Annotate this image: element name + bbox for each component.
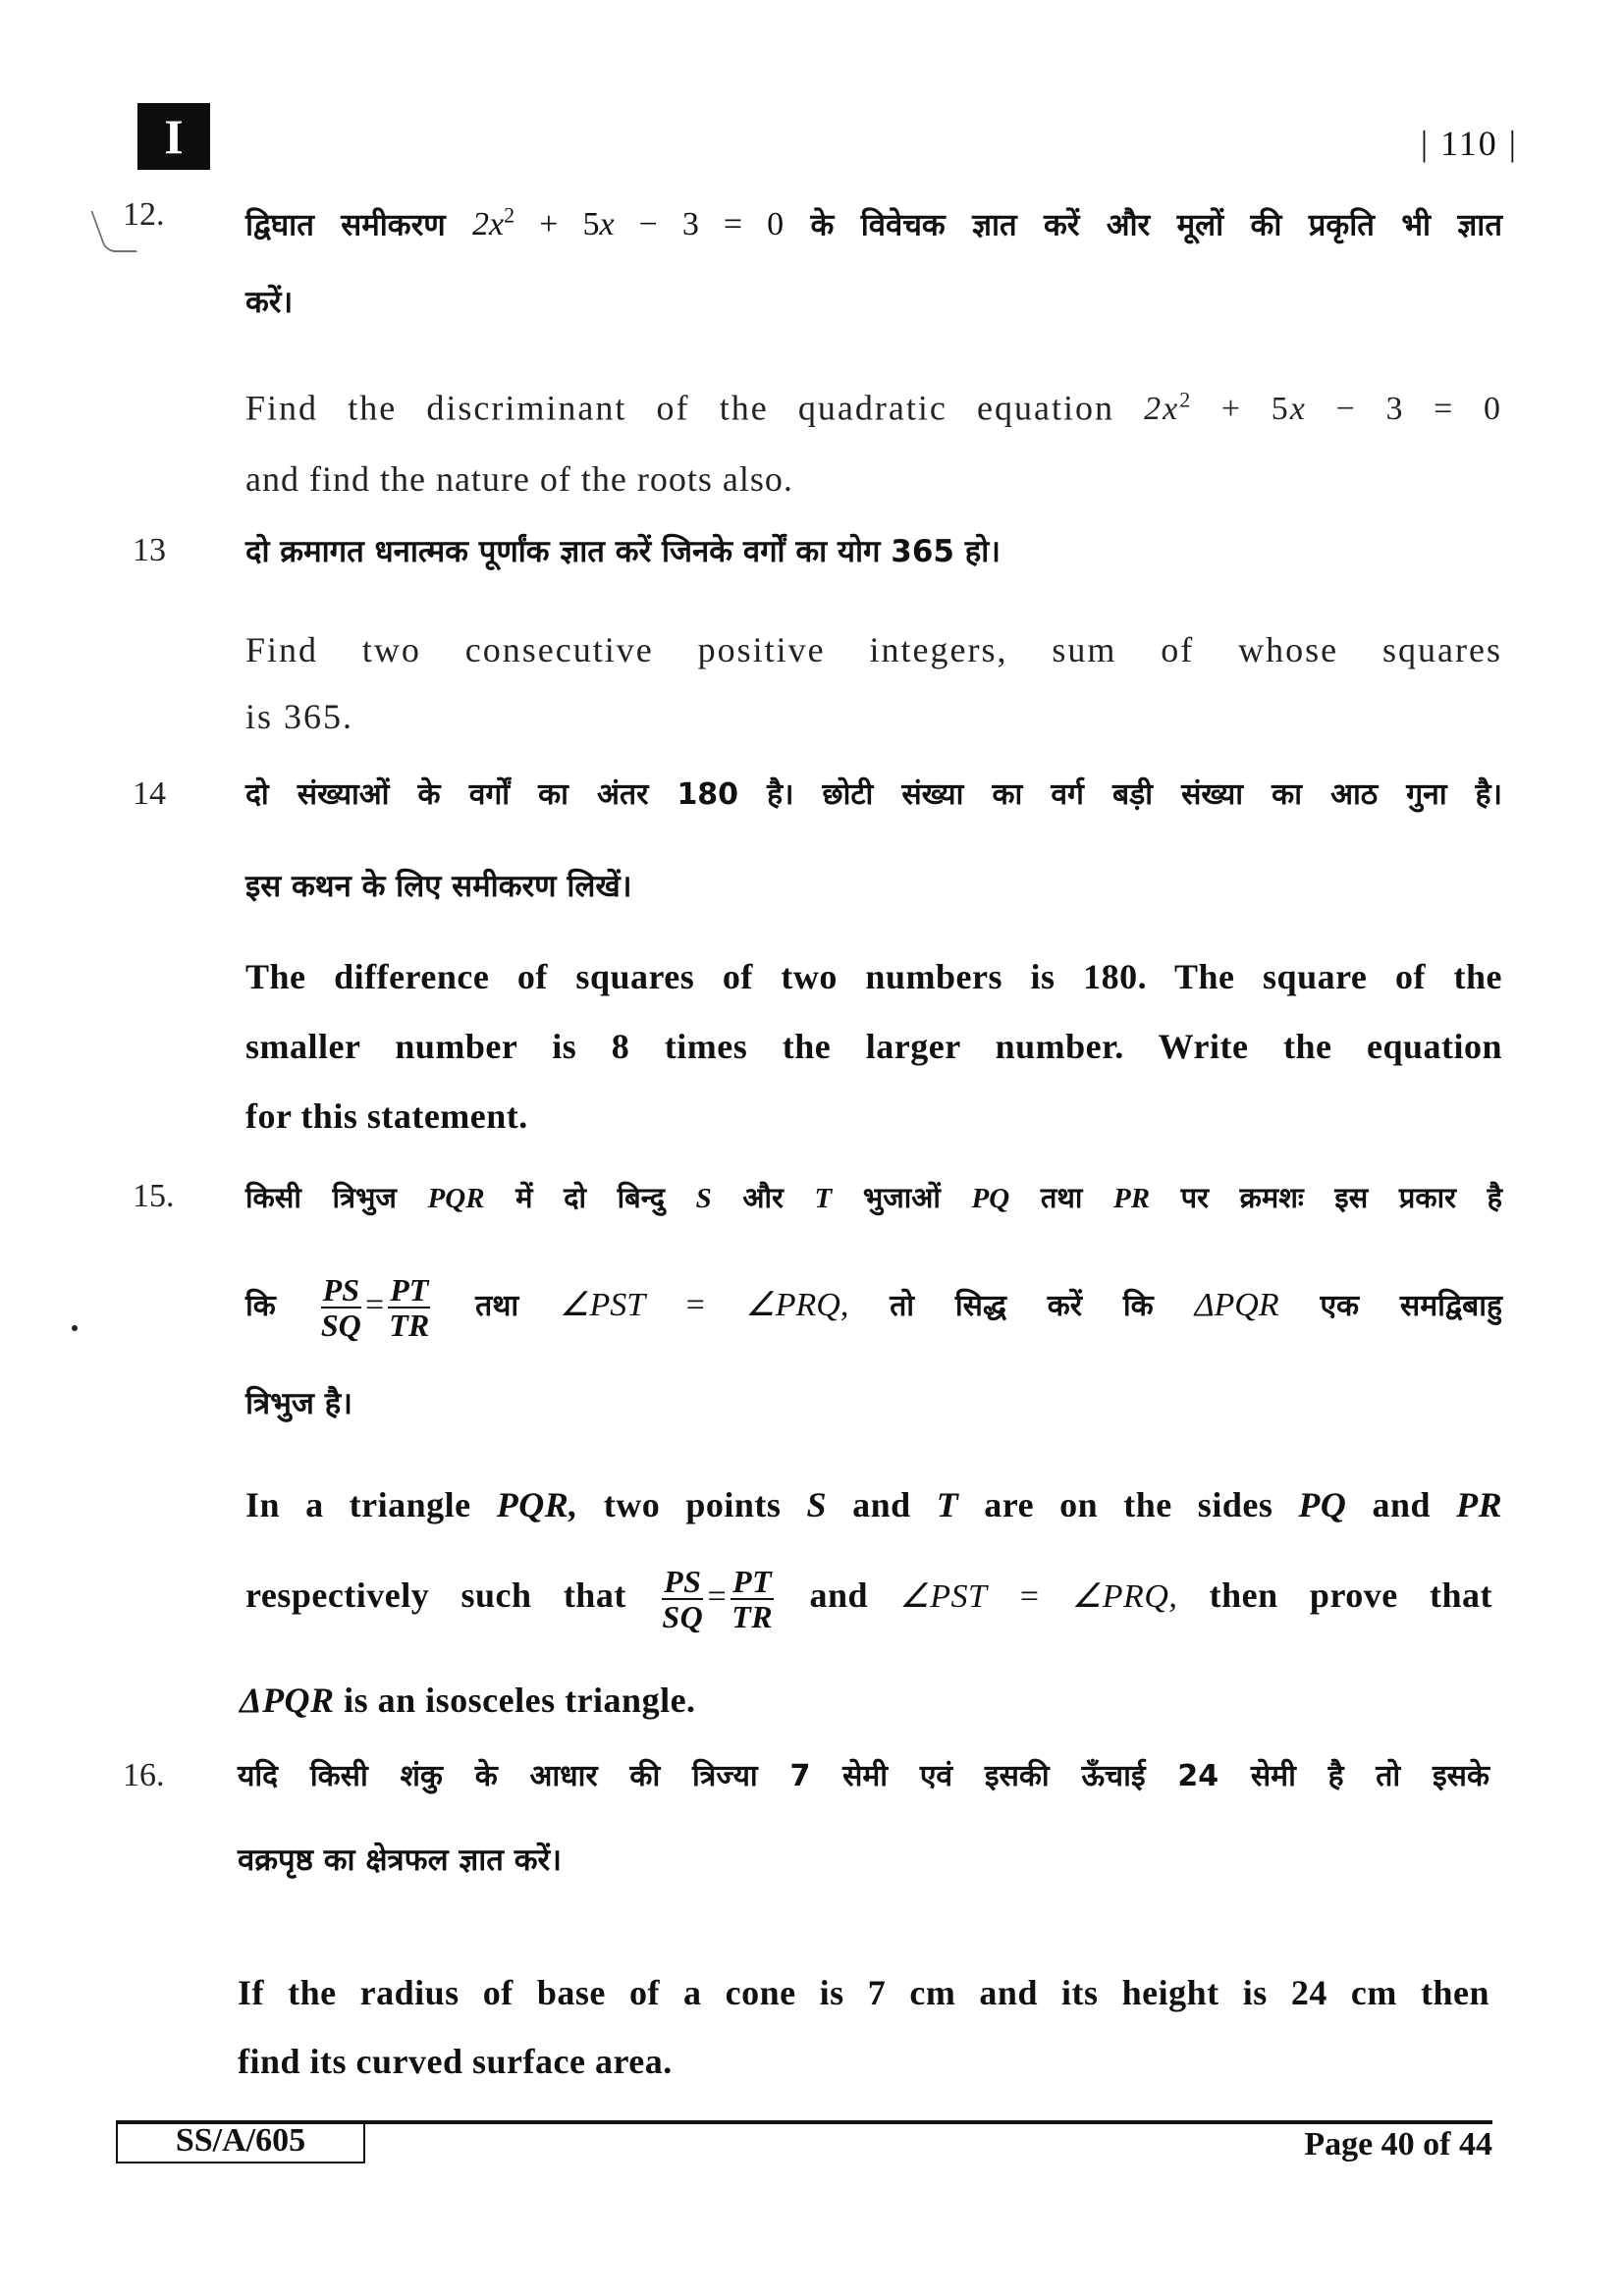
math-var: PQR xyxy=(427,1183,485,1214)
question-hindi-line: इस कथन के लिए समीकरण लिखें। xyxy=(245,869,632,904)
equation: $2x^2 + 5x - 3 = 0$ xyxy=(472,203,785,243)
math-var: T xyxy=(814,1183,833,1214)
equation: $2x^2 + 5x - 3 = 0$ xyxy=(1144,388,1502,428)
question-english-line: If the radius of base of a cone is 7 cm and its height is 24 cm then xyxy=(238,1973,1489,2012)
stray-dot-mark xyxy=(72,1325,78,1331)
math-var: S xyxy=(806,1485,828,1524)
math-var: PR xyxy=(1113,1183,1151,1214)
denominator: SQ xyxy=(662,1598,704,1634)
question-hindi-line: कि $\frac{PS}{SQ}$ = $\frac{PT}{TR}$ तथा ∠PST = ∠PRQ, तो सिद्ध करें कि ΔPQR एक समद्विबाहु xyxy=(245,1271,1502,1343)
denominator: SQ xyxy=(320,1307,361,1343)
english-text: In a triangle xyxy=(245,1485,471,1524)
marks-label: | 110 | xyxy=(1420,124,1518,163)
numerator: PT xyxy=(732,1563,773,1599)
triangle-name: ΔPQR xyxy=(1194,1287,1279,1323)
triangle-name: ΔPQR xyxy=(240,1681,335,1720)
english-text: are on the sides xyxy=(984,1485,1273,1524)
question-hindi-line xyxy=(245,1178,1502,1218)
question-number: 13 xyxy=(133,532,166,568)
english-text: two points xyxy=(603,1485,782,1524)
question-number: 14 xyxy=(133,775,166,812)
question-english-line: smaller number is 8 times the larger number. Write the equation xyxy=(245,1027,1502,1066)
english-text: is an isosceles triangle. xyxy=(344,1681,696,1720)
question-hindi-line: दो क्रमागत धनात्मक पूर्णांक ज्ञात करें जिनके वर्गों का योग 365 हो। xyxy=(245,534,1001,569)
math-var: S xyxy=(695,1183,712,1214)
math-var: PR xyxy=(1456,1485,1503,1524)
question-hindi-line: वक्रपृष्ठ का क्षेत्रफल ज्ञात करें। xyxy=(238,1842,562,1878)
hindi-text: कि xyxy=(245,1289,276,1323)
question-hindi-line xyxy=(245,196,1502,244)
denominator: TR xyxy=(389,1307,430,1343)
fraction-pt-tr xyxy=(388,1273,430,1342)
hindi-text: पर क्रमशः इस प्रकार है xyxy=(1180,1181,1502,1214)
question-english-line: is 365. xyxy=(245,697,354,736)
math-var: PQR, xyxy=(496,1485,578,1524)
hindi-text: एक समद्विबाहु xyxy=(1320,1289,1502,1323)
question-hindi-line: यदि किसी शंकु के आधार की त्रिज्या 7 सेमी एवं इसकी ऊँचाई 24 सेमी है तो इसके xyxy=(238,1759,1489,1793)
english-text: and xyxy=(852,1485,911,1524)
question-english-line xyxy=(245,1485,1502,1524)
question-number: 16. xyxy=(123,1757,165,1793)
hindi-text: किसी त्रिभुज xyxy=(245,1181,397,1214)
question-english-line: and find the nature of the roots also. xyxy=(245,459,793,499)
question-hindi-line: त्रिभुज है। xyxy=(245,1386,352,1421)
math-var: T xyxy=(936,1485,959,1524)
hindi-text: भुजाओं xyxy=(862,1181,941,1214)
fraction-ps-sq xyxy=(662,1565,703,1633)
math-var: PQ xyxy=(1298,1485,1347,1524)
fraction-ps-sq xyxy=(321,1273,361,1342)
hindi-text: तो सिद्ध करें कि xyxy=(890,1289,1154,1323)
page-number: Page 40 of 44 xyxy=(1304,2126,1492,2163)
english-text: respectively such that xyxy=(245,1575,626,1615)
question-english-line: for this statement. xyxy=(245,1096,528,1136)
paper-code-box xyxy=(116,2120,365,2163)
question-number: 15. xyxy=(133,1178,175,1214)
numerator: PT xyxy=(390,1271,429,1308)
fraction-pt-tr xyxy=(731,1565,774,1633)
question-english-line: respectively such that $\frac{PS}{SQ}$ = $\frac{PT}{TR}$ and ∠PST = ∠PRQ, then prove that xyxy=(245,1563,1493,1634)
hindi-text: तथा xyxy=(475,1289,519,1323)
question-english-line: find its curved surface area. xyxy=(238,2042,673,2081)
section-label: I xyxy=(164,109,184,164)
hindi-text: द्विघात समीकरण xyxy=(245,207,446,243)
numerator: PS xyxy=(664,1563,702,1599)
section-label-box xyxy=(137,103,210,170)
english-text: and xyxy=(1372,1485,1432,1524)
question-english-line: Find two consecutive positive integers, sum of whose squares xyxy=(245,630,1502,669)
english-text: and xyxy=(809,1575,869,1615)
question-english-line: The difference of squares of two numbers is 180. The square of the xyxy=(245,957,1502,996)
angle-equation: ∠PST = ∠PRQ, xyxy=(560,1287,849,1323)
hindi-text: और xyxy=(742,1181,784,1214)
english-text: Find the discriminant of the quadratic equation xyxy=(245,388,1114,428)
english-text: then prove that xyxy=(1209,1575,1493,1615)
numerator: PS xyxy=(322,1271,359,1308)
denominator: TR xyxy=(731,1598,774,1634)
hindi-text: के विवेचक ज्ञात करें और मूलों की प्रकृति भी ज्ञात xyxy=(810,207,1503,243)
hindi-text: में दो बिन्दु xyxy=(515,1181,666,1214)
paper-code: SS/A/605 xyxy=(175,2122,306,2159)
question-english-line xyxy=(245,381,1502,429)
question-hindi-line: करें। xyxy=(245,285,294,320)
question-hindi-line: दो संख्याओं के वर्गों का अंतर 180 है। छोटी संख्या का वर्ग बड़ी संख्या का आठ गुना है। xyxy=(245,777,1502,812)
angle-equation: ∠PST = ∠PRQ, xyxy=(899,1578,1178,1615)
question-english-line xyxy=(240,1681,1496,1720)
math-var: PQ xyxy=(971,1183,1010,1214)
hindi-text: तथा xyxy=(1040,1181,1083,1214)
question-number: 12. xyxy=(123,196,165,233)
